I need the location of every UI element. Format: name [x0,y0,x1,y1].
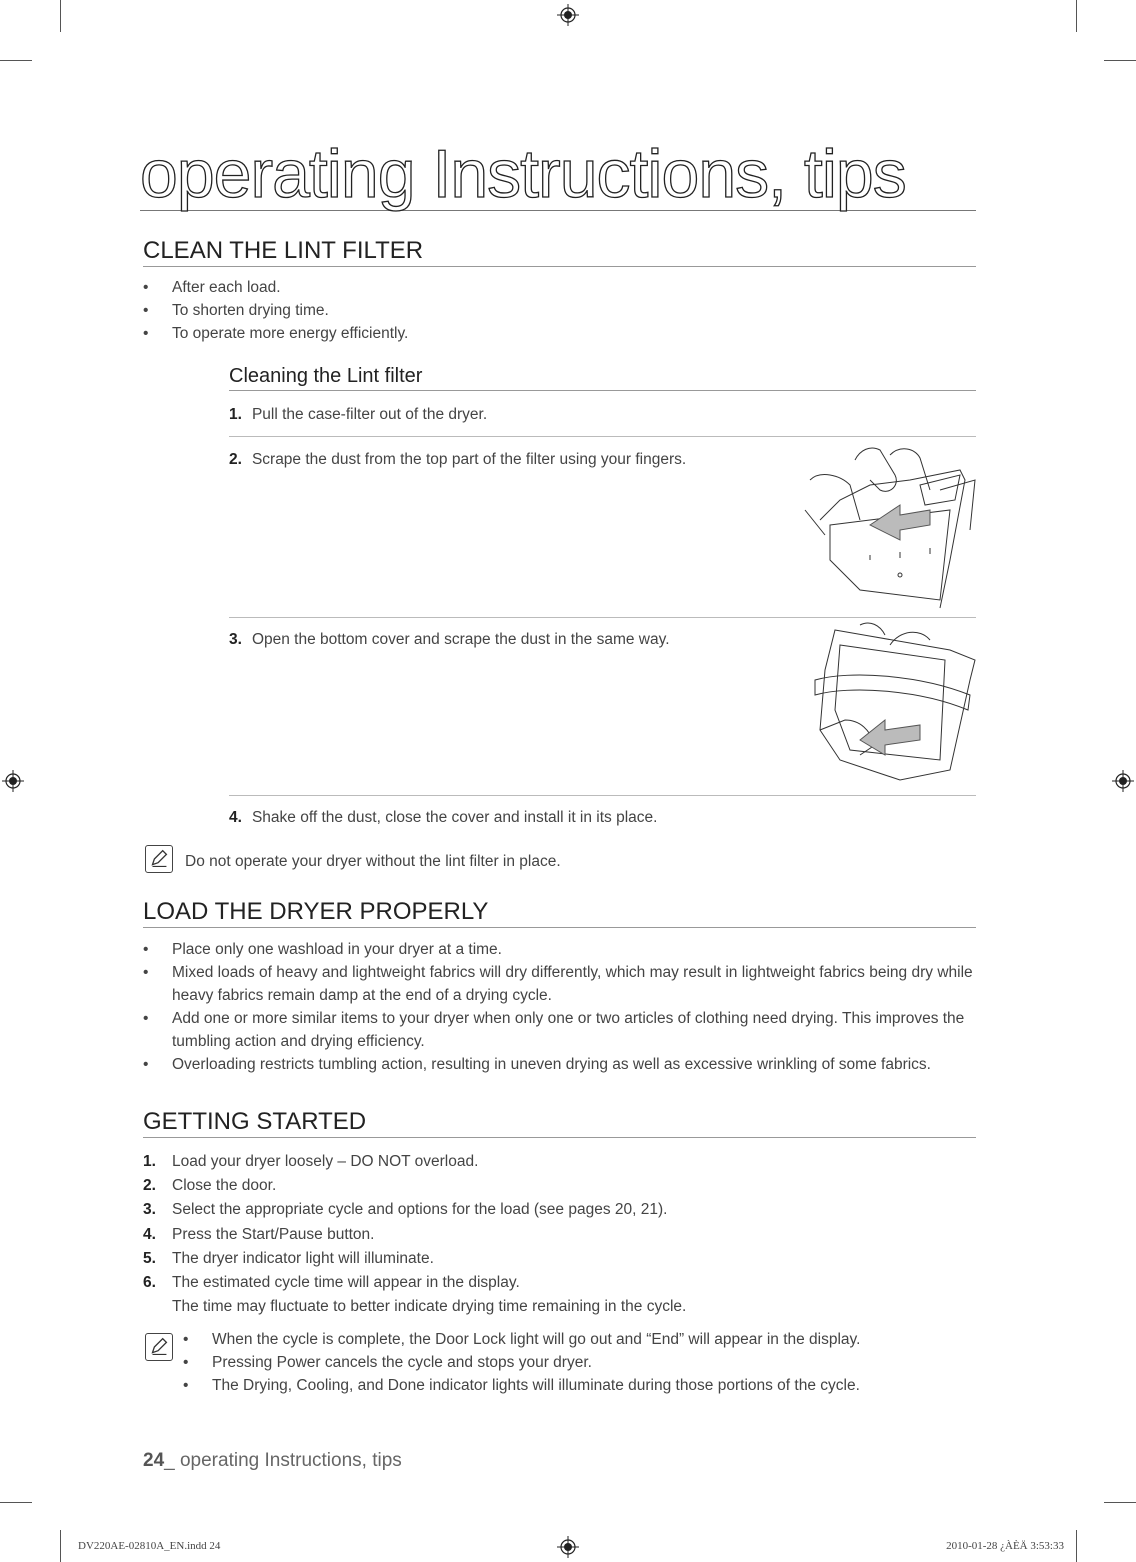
step-number: 1. [229,406,242,423]
list-item: • Place only one washload in your dryer at a time. [143,938,976,961]
step-text: Open the bottom cover and scrape the dust in the same way. [251,631,670,648]
subsection-title-cleaning-lint: Cleaning the Lint filter [229,362,976,391]
note-icon [145,1333,173,1361]
clean-lint-bullets [143,276,408,345]
list-item: • Pressing Power cancels the cycle and stops your dryer. [183,1351,976,1374]
cleaning-step-2 [229,449,686,471]
list-item: 4. Press the Start/Pause button. [143,1225,375,1243]
page-title: operating Instructions, tips [140,138,976,211]
cleaning-step-3 [229,629,670,651]
getting-started-steps [143,1150,976,1319]
crop-mark [0,1502,32,1503]
list-item: 1. Load your dryer loosely – DO NOT overload. [143,1153,479,1170]
crop-mark [1104,1502,1136,1503]
list-item: • When the cycle is complete, the Door Lock light will go out and “End” will appear in the display. [183,1328,976,1351]
crop-mark [1076,0,1077,32]
step-number: 4. [229,809,242,826]
crop-mark [60,1530,61,1562]
crop-mark [0,60,32,61]
crop-mark [1076,1530,1077,1562]
crop-mark [1104,60,1136,61]
divider [229,436,976,437]
imprint-timestamp: 2010-01-28 ¿ÀÈÄ 3:53:33 [946,1540,1064,1552]
list-item: • Mixed loads of heavy and lightweight fabrics will dry differently, which may result in lightweight fabrics being dry while heavy fabrics remain damp at the end of a drying cycle. [143,961,976,1007]
step-number: 3. [229,631,242,648]
list-item: • Add one or more similar items to your dryer when only one or two articles of clothing need drying. This improves the tumbling action and drying efficiency. [143,1007,976,1053]
list-item: • To operate more energy efficiently. [143,322,408,345]
note-text: Do not operate your dryer without the lint filter in place. [185,853,561,870]
list-item: 2. Close the door. [143,1177,277,1195]
divider [229,795,976,796]
load-dryer-bullets [143,938,976,1076]
list-item: • To shorten drying time. [143,299,408,322]
crop-mark [60,0,61,32]
page-number: 24 [143,1450,165,1471]
registration-mark-icon [557,1536,579,1558]
footer-page-label [143,1450,402,1472]
cleaning-step-1 [229,404,487,426]
getting-started-notes [183,1328,976,1397]
list-item: 3. Select the appropriate cycle and options for the load (see pages 20, 21). [143,1201,668,1219]
section-title-getting-started: GETTING STARTED [143,1107,976,1138]
list-item: 5. The dryer indicator light will illuminate. [143,1249,434,1267]
section-title-load-dryer: LOAD THE DRYER PROPERLY [143,897,976,928]
cleaning-step-4 [229,807,657,829]
registration-mark-icon [557,4,579,26]
registration-mark-icon [1112,770,1134,792]
step-number: 2. [229,451,242,468]
step-text: Pull the case-filter out of the dryer. [251,406,488,423]
registration-mark-icon [2,770,24,792]
step-text: Scrape the dust from the top part of the filter using your fingers. [251,451,687,468]
section-title-clean-lint: CLEAN THE LINT FILTER [143,236,976,267]
lint-filter-top-illustration [800,440,980,612]
divider [229,617,976,618]
imprint-file: DV220AE-02810A_EN.indd 24 [78,1540,221,1552]
note-icon [145,845,173,873]
footer-text: _ operating Instructions, tips [164,1450,402,1471]
lint-filter-bottom-illustration [800,620,980,785]
list-item: • Overloading restricts tumbling action, resulting in uneven drying as well as excessive wrinkling of some fabrics. [143,1053,976,1076]
list-item: The time may fluctuate to better indicate drying time remaining in the cycle. [172,1298,687,1316]
list-item: 6. The estimated cycle time will appear in the display. [143,1274,520,1292]
list-item: • The Drying, Cooling, and Done indicator lights will illuminate during those portions of the cycle. [183,1374,976,1397]
list-item: • After each load. [143,276,408,299]
step-text: Shake off the dust, close the cover and install it in its place. [251,809,658,826]
